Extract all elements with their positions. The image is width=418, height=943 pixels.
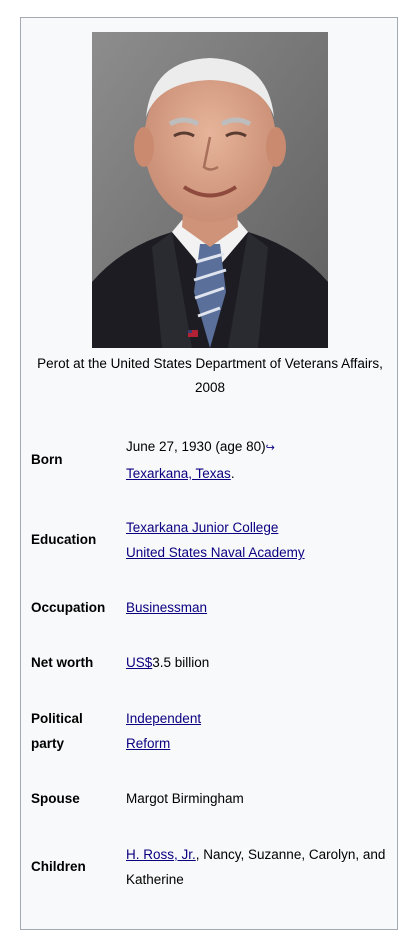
born-age: (age 80): [211, 439, 266, 454]
infobox: [20, 17, 398, 930]
portrait-photo[interactable]: [92, 32, 328, 348]
children-rest: , Nancy, Suzanne, Carolyn, and Katherine: [126, 847, 386, 887]
born-age-marker: ↪: [265, 442, 275, 454]
value-education: [126, 515, 388, 565]
value-children: [126, 842, 388, 892]
currency-link[interactable]: US$: [126, 655, 153, 670]
photo-caption: Perot at the United States Department of Veterans Affairs, 2008: [37, 356, 383, 395]
born-place-suffix: .: [230, 466, 235, 481]
label-occupation: Occupation: [31, 600, 106, 615]
value-net-worth: [126, 650, 388, 675]
occupation-link[interactable]: Businessman: [126, 600, 208, 615]
education-link-naval-academy[interactable]: United States Naval Academy: [126, 545, 305, 560]
born-place-line: [126, 461, 388, 486]
born-date: June 27, 1930: [126, 439, 212, 454]
education-link-texarkana-jc[interactable]: Texarkana Junior College: [126, 520, 279, 535]
born-place-link[interactable]: Texarkana, Texas: [126, 466, 231, 481]
label-political-line1: Political: [31, 711, 83, 726]
child-link-ross-jr[interactable]: H. Ross, Jr.: [126, 847, 196, 862]
label-children: Children: [31, 859, 86, 874]
label-net-worth: Net worth: [31, 655, 94, 670]
net-worth-amount: 3.5 billion: [152, 655, 210, 670]
value-spouse: Margot Birmingham: [126, 791, 244, 806]
party-link-reform[interactable]: Reform: [126, 736, 171, 751]
value-born: [126, 434, 388, 486]
portrait-illustration: [92, 32, 328, 348]
party-link-independent[interactable]: Independent: [126, 711, 202, 726]
born-date-line: [126, 434, 388, 461]
value-political-party: [126, 706, 388, 756]
value-occupation: [126, 595, 388, 620]
label-political-line2: party: [31, 736, 65, 751]
label-education: Education: [31, 532, 97, 547]
label-born: Born: [31, 452, 63, 467]
label-spouse: Spouse: [31, 791, 80, 806]
label-political-party: [31, 706, 121, 756]
